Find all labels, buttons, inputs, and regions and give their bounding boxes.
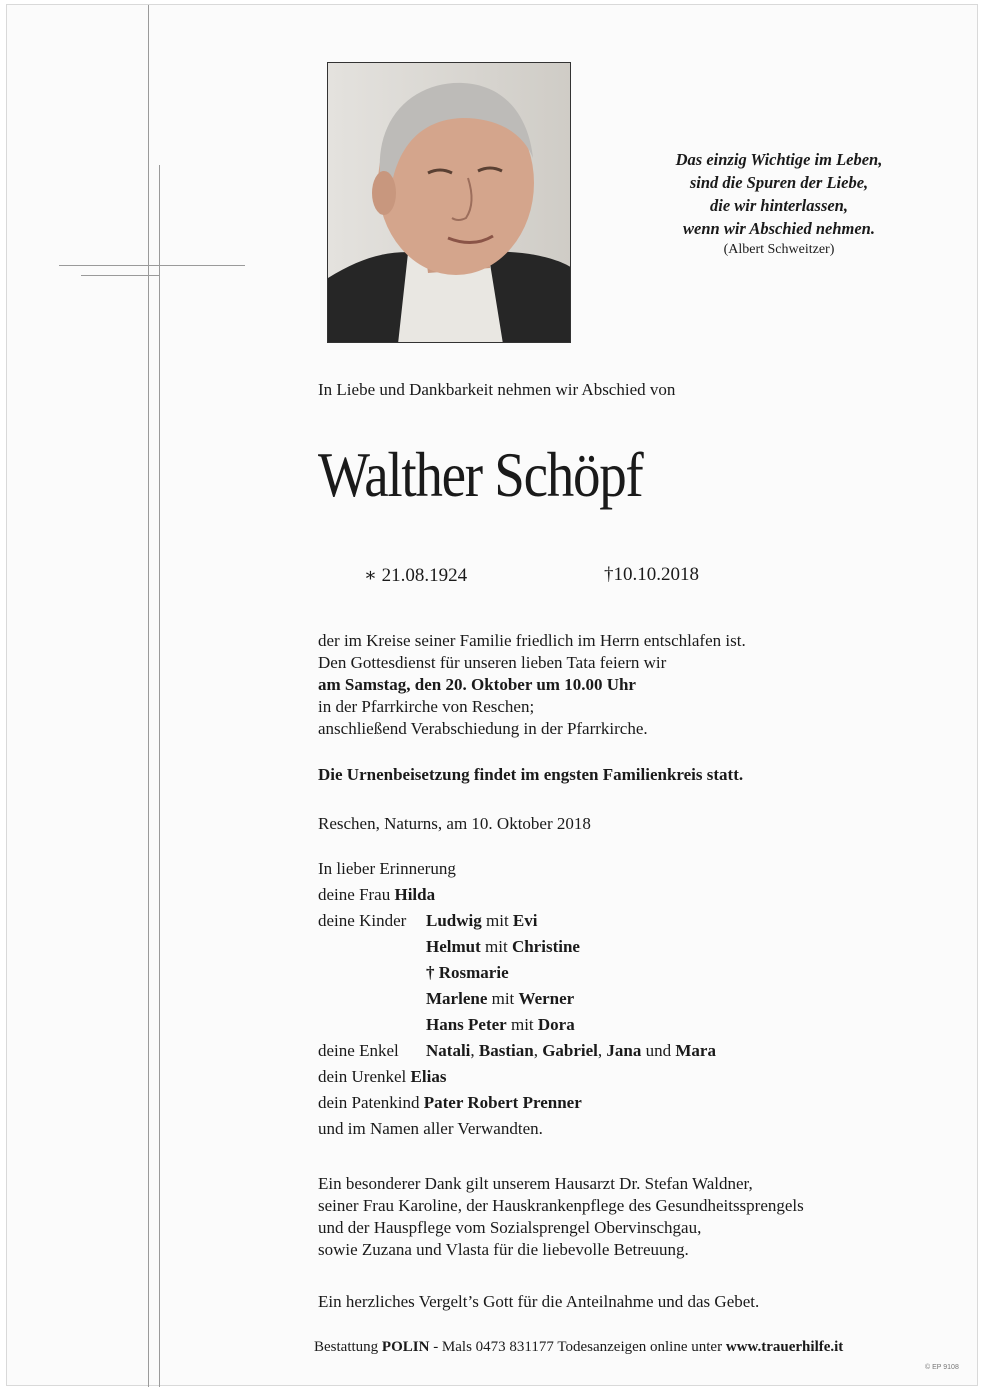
footer-prefix: Bestattung [314, 1339, 382, 1355]
urn-note: Die Urnenbeisetzung findet im engsten Familienkreis statt. [318, 765, 744, 784]
quote-line-1: Das einzig Wichtige im Leben, [675, 150, 883, 169]
child-partner: Werner [518, 989, 575, 1008]
service-line-4: in der Pfarrkirche von Reschen; [318, 697, 535, 716]
child-partner: Evi [512, 911, 538, 930]
footer [314, 1339, 843, 1356]
grandchildren-label: deine Enkel [318, 1041, 399, 1060]
mit-text: mit [491, 989, 515, 1008]
grandchild-name: Jana [606, 1041, 642, 1060]
separator: und [641, 1041, 676, 1060]
service-line-1: der im Kreise seiner Familie friedlich im Herrn entschlafen ist. [318, 631, 746, 650]
footer-company: POLIN [381, 1339, 430, 1355]
service-date: am Samstag, den 20. Oktober um 10.00 Uhr [318, 675, 636, 694]
child-name: Ludwig [426, 911, 482, 930]
separator: , [470, 1041, 479, 1060]
death-date: †10.10.2018 [604, 564, 699, 585]
thanks-line-2: seiner Frau Karoline, der Hauskrankenpflege des Gesundheitssprengels [318, 1196, 804, 1215]
child-name: Marlene [426, 989, 488, 1008]
cross-vertical-line-2 [159, 165, 160, 1387]
great-grandchild-name: Elias [410, 1067, 447, 1086]
thanks-line-4: sowie Zuzana und Vlasta für die liebevolle Betreuung. [318, 1240, 689, 1259]
mit-text: mit [485, 937, 508, 956]
quote-line-3: die wir hinterlassen, [710, 196, 848, 215]
separator: , [597, 1041, 607, 1060]
memory-text: In lieber Erinnerung [318, 859, 456, 878]
child-name: † Rosmarie [426, 963, 509, 982]
quote-block [620, 148, 938, 260]
footer-middle: - Mals 0473 831177 Todesanzeigen online unter [429, 1339, 726, 1355]
grandchild-name: Gabriel [542, 1041, 598, 1060]
grandchild-name: Bastian [478, 1041, 534, 1060]
portrait-photo [327, 62, 571, 343]
cross-horizontal-line-2 [81, 275, 159, 276]
quote-line-4: wenn wir Abschied nehmen. [683, 219, 875, 238]
intro-text: In Liebe und Dankbarkeit nehmen wir Abschied von [318, 380, 676, 399]
children-label: deine Kinder [318, 911, 407, 930]
mit-text: mit [486, 911, 509, 930]
mit-text: mit [510, 1015, 534, 1034]
service-line-5: anschließend Verabschiedung in der Pfarrkirche. [318, 719, 648, 738]
grandchild-name: Mara [675, 1041, 716, 1060]
relatives-text: und im Namen aller Verwandten. [318, 1119, 543, 1138]
child-name: Hans Peter [426, 1015, 507, 1034]
deceased-name: Walther Schöpf [318, 439, 643, 510]
separator: , [533, 1041, 543, 1060]
wife-name: Hilda [394, 885, 436, 904]
cross-vertical-line-1 [148, 5, 149, 1387]
wife-label: deine Frau [318, 885, 391, 904]
child-partner: Christine [511, 937, 580, 956]
godchild-label: dein Patenkind [318, 1093, 420, 1112]
place-date: Reschen, Naturns, am 10. Oktober 2018 [318, 814, 591, 833]
thanks-line-3: und der Hauspflege vom Sozialsprengel Obervinschgau, [318, 1218, 702, 1237]
print-code: © EP 9108 [925, 1364, 959, 1371]
footer-website-link[interactable]: www.trauerhilfe.it [725, 1339, 844, 1355]
quote-author: (Albert Schweitzer) [723, 242, 835, 257]
service-line-2: Den Gottesdienst für unseren lieben Tata feiern wir [318, 653, 667, 672]
closing-text: Ein herzliches Vergelt’s Gott für die Anteilnahme und das Gebet. [318, 1292, 760, 1311]
quote-line-2: sind die Spuren der Liebe, [689, 173, 869, 192]
great-grandchild-label: dein Urenkel [318, 1067, 407, 1086]
birth-date: ∗ 21.08.1924 [364, 565, 468, 586]
grandchild-name: Natali [426, 1041, 471, 1060]
cross-horizontal-line-1 [59, 265, 245, 266]
godchild-name: Pater Robert Prenner [423, 1093, 582, 1112]
child-partner: Dora [537, 1015, 575, 1034]
child-name: Helmut [426, 937, 481, 956]
portrait-illustration [328, 63, 571, 343]
thanks-line-1: Ein besonderer Dank gilt unserem Hausarzt Dr. Stefan Waldner, [318, 1174, 753, 1193]
